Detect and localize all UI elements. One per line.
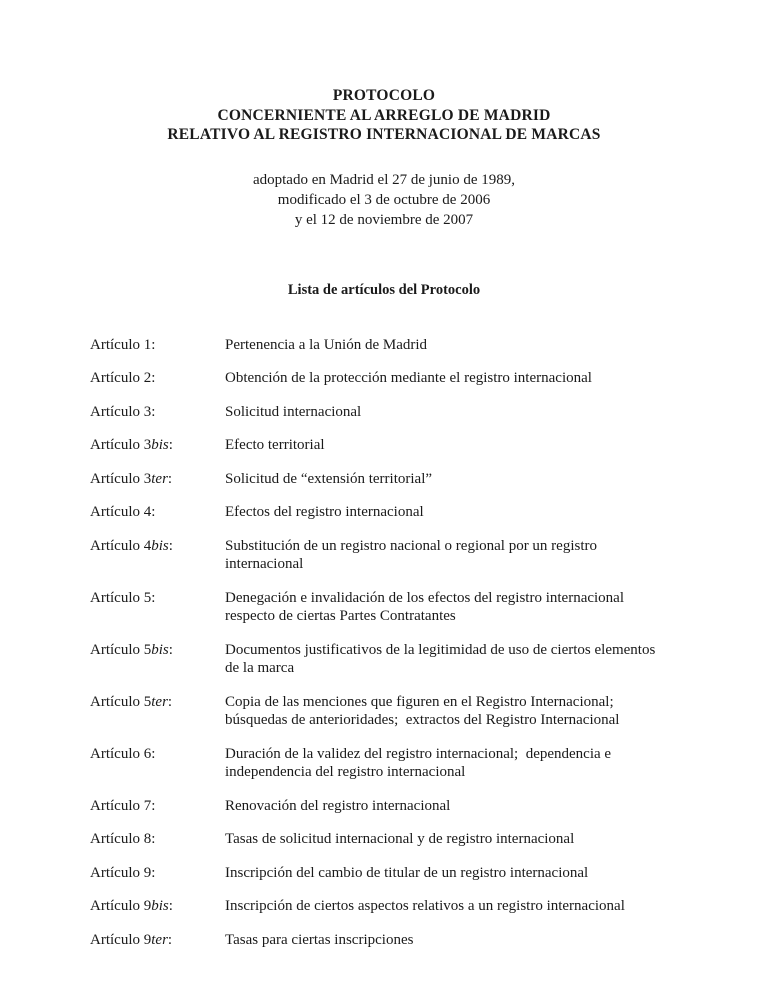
article-label — [90, 693, 225, 712]
article-number: Artículo 4 — [90, 537, 152, 554]
article-description — [225, 403, 708, 422]
article-description-line: Duración de la validez del registro internacional; dependencia e — [225, 745, 612, 762]
article-description — [225, 641, 708, 678]
article-description-line: Inscripción de ciertos aspectos relativos a un registro internacional — [225, 898, 625, 915]
article-number: Artículo 3 — [90, 470, 152, 487]
article-row — [90, 745, 708, 782]
article-label-colon: : — [151, 370, 156, 387]
article-row — [90, 503, 708, 522]
article-number: Artículo 8 — [90, 831, 152, 848]
subtitle-line: y el 12 de noviembre de 2007 — [294, 211, 474, 228]
article-label — [90, 537, 225, 556]
article-label-colon: : — [151, 504, 156, 521]
article-label — [90, 830, 225, 849]
article-description — [225, 864, 708, 883]
article-description — [225, 436, 708, 455]
article-description-line: internacional — [225, 556, 304, 573]
article-number-suffix: bis — [151, 437, 169, 454]
article-label — [90, 931, 225, 950]
subtitle-line: modificado el 3 de octubre de 2006 — [277, 191, 491, 208]
article-label-colon: : — [151, 797, 156, 814]
article-label-colon: : — [151, 745, 156, 762]
article-number: Artículo 5 — [90, 589, 152, 606]
article-label — [90, 436, 225, 455]
article-row — [90, 537, 708, 574]
article-description-line: Solicitud de “extensión territorial” — [225, 470, 433, 487]
article-number-suffix: ter — [151, 470, 168, 487]
article-label — [90, 369, 225, 388]
article-row — [90, 864, 708, 883]
title-line: PROTOCOLO — [332, 87, 436, 105]
article-row — [90, 797, 708, 816]
article-label-colon: : — [151, 864, 156, 881]
article-label — [90, 503, 225, 522]
article-label — [90, 336, 225, 355]
article-number: Artículo 9 — [90, 864, 152, 881]
article-row — [90, 641, 708, 678]
article-number: Artículo 9 — [90, 898, 152, 915]
article-label — [90, 403, 225, 422]
article-description-line: búsquedas de anterioridades; extractos del Registro Internacional — [225, 712, 620, 729]
article-label-colon: : — [168, 437, 173, 454]
article-description-line: Efectos del registro internacional — [225, 504, 424, 521]
article-label-colon: : — [167, 470, 173, 487]
article-number: Artículo 3 — [90, 437, 152, 454]
article-number: Artículo 4 — [90, 504, 152, 521]
article-label-colon: : — [167, 693, 173, 710]
article-label — [90, 470, 225, 489]
title-line: CONCERNIENTE AL ARREGLO DE MADRID — [217, 106, 551, 124]
article-number-suffix: bis — [151, 537, 169, 554]
article-label — [90, 745, 225, 764]
article-row — [90, 369, 708, 388]
article-description — [225, 503, 708, 522]
article-label-colon: : — [168, 537, 173, 554]
article-number: Artículo 3 — [90, 403, 152, 420]
article-description — [225, 897, 708, 916]
article-number-suffix: ter — [151, 693, 168, 710]
article-number: Artículo 2 — [90, 370, 152, 387]
article-description-line: Efecto territorial — [225, 437, 325, 454]
article-description-line: Copia de las menciones que figuren en el Registro Internacional; — [225, 693, 614, 710]
article-number-suffix: bis — [151, 898, 169, 915]
article-description — [225, 830, 708, 849]
article-description — [225, 693, 708, 730]
article-label — [90, 641, 225, 660]
article-description-line: respecto de ciertas Partes Contratantes — [225, 608, 456, 625]
article-row — [90, 897, 708, 916]
section-heading: Lista de artículos del Protocolo — [287, 281, 481, 298]
article-row — [90, 436, 708, 455]
article-row — [90, 589, 708, 626]
article-description-line: Pertenencia a la Unión de Madrid — [225, 336, 428, 353]
article-description-line: Denegación e invalidación de los efectos del registro internacional — [225, 589, 625, 606]
article-description-line: Tasas de solicitud internacional y de registro internacional — [225, 831, 575, 848]
article-description-line: Inscripción del cambio de titular de un registro internacional — [225, 864, 589, 881]
document-title — [0, 10, 768, 145]
article-row — [90, 403, 708, 422]
article-label — [90, 797, 225, 816]
article-description — [225, 336, 708, 355]
article-number-suffix: bis — [151, 641, 169, 658]
article-number: Artículo 9 — [90, 931, 152, 948]
article-description — [225, 470, 708, 489]
document-subtitle — [0, 170, 768, 230]
article-row — [90, 931, 708, 950]
article-description — [225, 589, 708, 626]
article-number: Artículo 1 — [90, 336, 152, 353]
article-label — [90, 864, 225, 883]
article-label-colon: : — [167, 931, 173, 948]
article-label-colon: : — [151, 403, 156, 420]
article-description-line: de la marca — [225, 660, 295, 677]
article-list — [0, 336, 768, 950]
article-description-line: Tasas para ciertas inscripciones — [225, 931, 414, 948]
article-label-colon: : — [151, 831, 156, 848]
article-description — [225, 931, 708, 950]
article-description-line: Renovación del registro internacional — [225, 797, 451, 814]
article-number: Artículo 6 — [90, 745, 152, 762]
title-line: RELATIVO AL REGISTRO INTERNACIONAL DE MARCAS — [167, 126, 601, 144]
article-label — [90, 897, 225, 916]
article-row — [90, 830, 708, 849]
article-label-colon: : — [151, 589, 156, 606]
article-description-line: Substitución de un registro nacional o regional por un registro — [225, 537, 598, 554]
article-description — [225, 745, 708, 782]
article-number: Artículo 5 — [90, 641, 152, 658]
article-number: Artículo 7 — [90, 797, 152, 814]
article-description — [225, 537, 708, 574]
article-label — [90, 589, 225, 608]
article-description-line: independencia del registro internacional — [225, 764, 466, 781]
article-label-colon: : — [151, 336, 156, 353]
article-description-line: Solicitud internacional — [225, 403, 362, 420]
article-description — [225, 797, 708, 816]
subtitle-line: adoptado en Madrid el 27 de junio de 1989, — [252, 171, 516, 188]
article-row — [90, 693, 708, 730]
article-description-line: Obtención de la protección mediante el registro internacional — [225, 370, 592, 387]
article-number-suffix: ter — [151, 931, 168, 948]
article-row — [90, 336, 708, 355]
article-label-colon: : — [168, 898, 173, 915]
article-row — [90, 470, 708, 489]
article-description — [225, 369, 708, 388]
article-label-colon: : — [168, 641, 173, 658]
article-description-line: Documentos justificativos de la legitimidad de uso de ciertos elementos — [225, 641, 656, 658]
article-number: Artículo 5 — [90, 693, 152, 710]
